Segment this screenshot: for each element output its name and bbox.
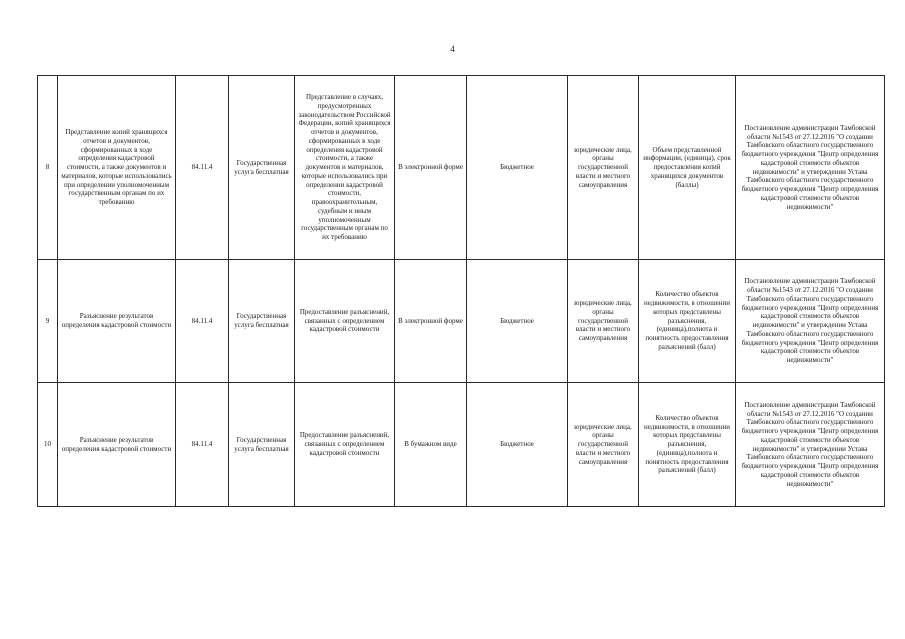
funding-type: Бюджетное (467, 260, 568, 383)
service-content: Предоставление разъяснений, связанных с определением кадастровой стоимости (295, 260, 395, 383)
service-form: В электронной форме (395, 76, 467, 260)
service-form: В бумажном виде (395, 383, 467, 507)
service-name: Разъяснение результатов определения кадастровой стоимости (58, 260, 176, 383)
table-row (38, 260, 885, 383)
table-row (38, 383, 885, 507)
quality-indicator: Количество объектов недвижимости, в отношении которых представлены разъяснения, (единица),полнота и понятность предоставления разъяснений (балл) (639, 383, 736, 507)
table-row (38, 76, 885, 260)
service-type: Государственная услуга бесплатная (229, 383, 295, 507)
row-number: 9 (38, 260, 58, 383)
legal-basis: Постановление администрации Тамбовской области №1543 от 27.12.2016 "О создании Тамбовского областного государственного бюджетного учреждения "Центр определения кадастровой стоимости объектов недвижимости" и утверждении Устава Тамбовского областного государственного бюджетного учреждения "Центр определения кадастровой стоимости объектов недвижимости" (736, 76, 885, 260)
service-content: Представление в случаях, предусмотренных законодательством Российской Федерации, копий хранящихся отчетов и документов, сформированных в ходе определения кадастровой стоимости, а также документов и материалов, которые использовались при определении кадастровой стоимости, правоохранительным, судебным и иным уполномоченным государственным органам по их требованию (295, 76, 395, 260)
consumers: юридические лица, органы государственной власти и местного самоуправления (568, 383, 639, 507)
row-number: 10 (38, 383, 58, 507)
service-code: 84.11.4 (176, 76, 229, 260)
service-name: Разъяснение результатов определения кадастровой стоимости (58, 383, 176, 507)
service-content: Предоставление разъяснений, связанных с определением кадастровой стоимости (295, 383, 395, 507)
service-form: В электронной форме (395, 260, 467, 383)
service-code: 84.11.4 (176, 260, 229, 383)
funding-type: Бюджетное (467, 383, 568, 507)
service-type: Государственная услуга бесплатная (229, 76, 295, 260)
quality-indicator: Количество объектов недвижимости, в отношении которых представлены разъяснения, (единица),полнота и понятность предоставления разъяснений (балл) (639, 260, 736, 383)
row-number: 8 (38, 76, 58, 260)
quality-indicator: Объем представленной информации, (единица), срок предоставления копий хранящихся документов (баллы) (639, 76, 736, 260)
page-number: 4 (450, 44, 455, 54)
consumers: юридические лица, органы государственной власти и местного самоуправления (568, 260, 639, 383)
legal-basis: Постановление администрации Тамбовской области №1543 от 27.12.2016 "О создании Тамбовского областного государственного бюджетного учреждения "Центр определения кадастровой стоимости объектов недвижимости" и утверждении Устава Тамбовского областного государственного бюджетного учреждения "Центр определения кадастровой стоимости объектов недвижимости" (736, 260, 885, 383)
service-code: 84.11.4 (176, 383, 229, 507)
service-name: Представление копий хранящихся отчетов и документов, сформированных в ходе определения кадастровой стоимости, а также документов и материалов, которые использовались при определении уполномоченным государственным органам по их требованию (58, 76, 176, 260)
legal-basis: Постановление администрации Тамбовской области №1543 от 27.12.2016 "О создании Тамбовского областного государственного бюджетного учреждения "Центр определения кадастровой стоимости объектов недвижимости" и утверждении Устава Тамбовского областного государственного бюджетного учреждения "Центр определения кадастровой стоимости объектов недвижимости" (736, 383, 885, 507)
service-type: Государственная услуга бесплатная (229, 260, 295, 383)
services-table (37, 75, 885, 507)
consumers: юридические лица, органы государственной власти и местного самоуправления (568, 76, 639, 260)
funding-type: Бюджетное (467, 76, 568, 260)
